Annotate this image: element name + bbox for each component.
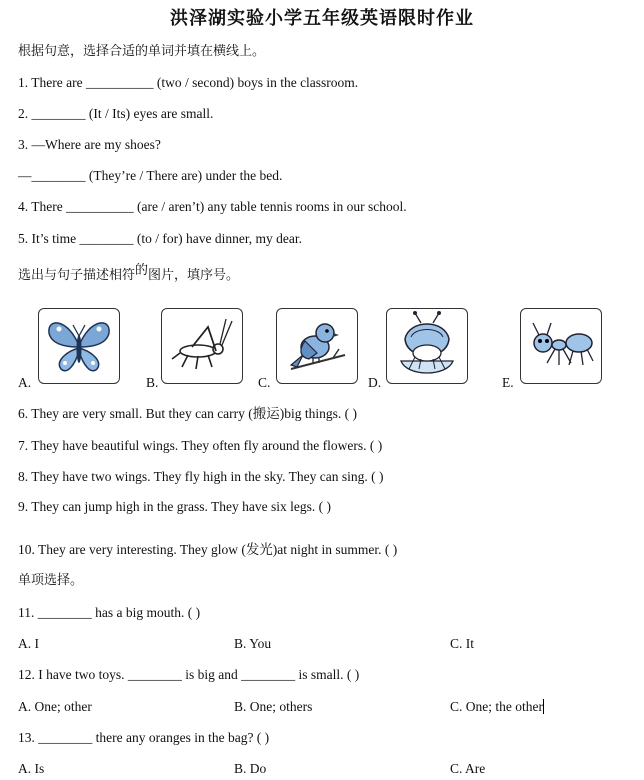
option-11-a: A. I [18,636,39,651]
option-11-b: B. You [234,636,272,651]
grasshopper-icon [161,308,243,384]
question-9: 9. They can jump high in the grass. They have six legs. ( ) [18,499,331,514]
question-4: 4. There __________ (are / aren’t) any table tennis rooms in our school. [18,199,407,214]
section2-heading-a: 选出与句子描述相符 [18,268,136,283]
picture-label-c: C. [258,375,271,390]
option-11-c: C. It [450,636,475,651]
picture-label-d: D. [368,375,382,390]
section2-heading [18,263,240,284]
section1-heading: 根据句意，选择合适的单词并填在横线上。 [18,44,266,59]
picture-label-e: E. [502,375,514,390]
option-12-c-row [450,699,544,715]
firefly-icon [386,308,468,384]
option-12-b: B. One; others [234,699,313,714]
picture-label-b: B. [146,375,159,390]
question-2: 2. ________ (It / Its) eyes are small. [18,106,214,121]
option-12-c: C. One; the other [450,699,543,714]
section2-heading-b: 的 [135,263,149,278]
question-3: 3. —Where are my shoes? [18,137,161,152]
option-12-a: A. One; other [18,699,92,714]
option-13-b: B. Do [234,761,267,776]
question-10: 10. They are very interesting. They glow (发光)at night in summer. ( ) [18,542,398,557]
question-1: 1. There are __________ (two / second) boys in the classroom. [18,75,359,90]
picture-label-a: A. [18,375,32,390]
question-13: 13. ________ there any oranges in the bag? ( ) [18,730,270,745]
ant-icon [520,308,602,384]
question-8: 8. They have two wings. They fly high in the sky. They can sing. ( ) [18,469,384,484]
option-13-c: C. Are [450,761,486,776]
butterfly-icon [38,308,120,384]
section2-heading-c: 图片，填序号。 [148,268,240,283]
option-13-a: A. Is [18,761,45,776]
section3-heading: 单项选择。 [18,573,84,588]
question-11: 11. ________ has a big mouth. ( ) [18,605,201,620]
question-5: 5. It’s time ________ (to / for) have dinner, my dear. [18,231,303,246]
question-7: 7. They have beautiful wings. They often fly around the flowers. ( ) [18,438,383,453]
question-6: 6. They are very small. But they can carry (搬运)big things. ( ) [18,406,358,421]
question-12: 12. I have two toys. ________ is big and ________ is small. ( ) [18,667,360,682]
question-3-answer: —________ (They’re / There are) under the bed. [18,168,283,183]
text-cursor [543,699,545,714]
bird-icon [276,308,358,384]
page-title: 洪泽湖实验小学五年级英语限时作业 [170,8,474,29]
